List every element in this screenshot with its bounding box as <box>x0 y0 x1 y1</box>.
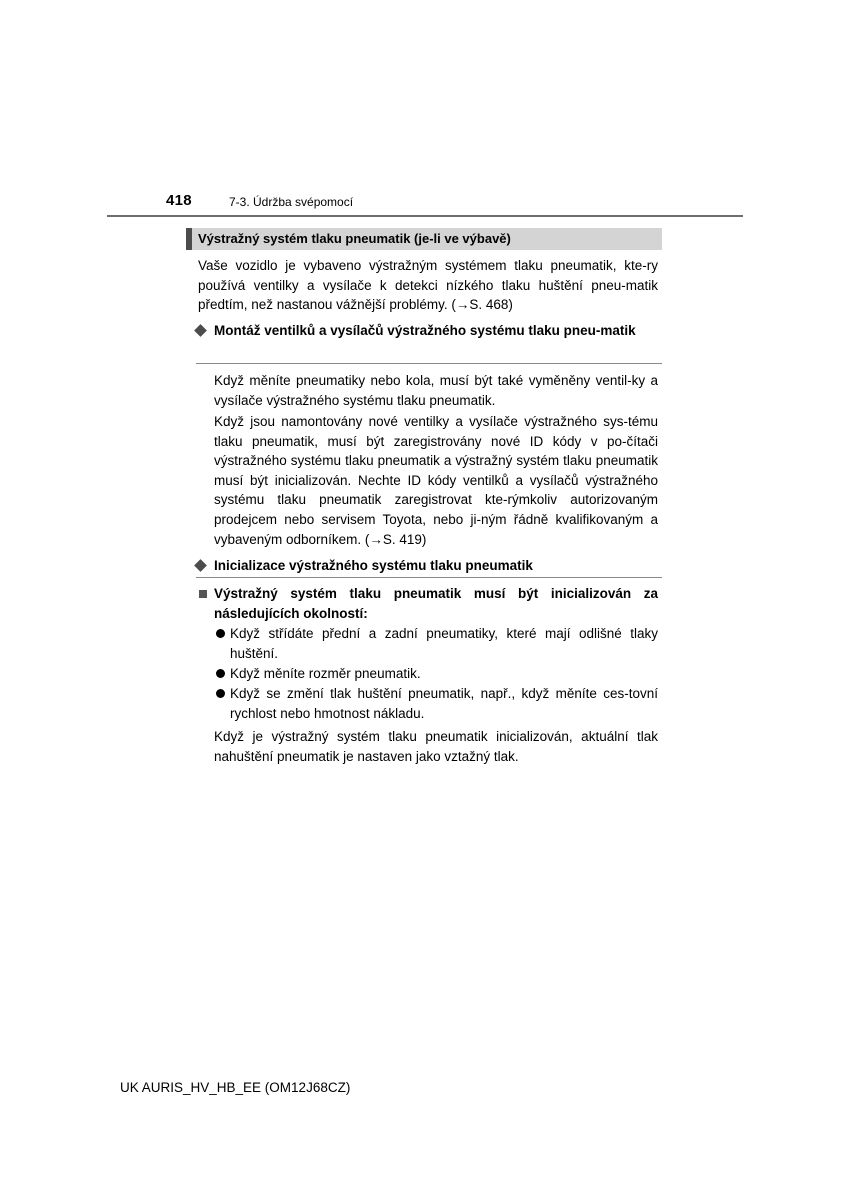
square-bullet-icon <box>199 590 207 598</box>
bullet-dot-icon <box>216 689 225 698</box>
page-number: 418 <box>166 192 192 209</box>
header-divider <box>107 215 743 217</box>
topic-title: Výstražný systém tlaku pneumatik (je-li ve výbavě) <box>198 231 511 246</box>
section-heading-mounting: Montáž ventilků a vysílačů výstražného systému tlaku pneu-matik <box>214 323 636 338</box>
section-divider <box>196 363 662 364</box>
diamond-bullet-icon <box>194 324 207 337</box>
diamond-bullet-icon <box>194 559 207 572</box>
bullet-dot-icon <box>216 669 225 678</box>
block-heading: Výstražný systém tlaku pneumatik musí být inicializován za následujících okolností: <box>214 586 658 621</box>
section-title: 7-3. Údržba svépomocí <box>229 195 354 209</box>
paragraph-mounting-2: Když jsou namontovány nové ventilky a vysílače výstražného sys-tému tlaku pneumatik, musí být zaregistrovány nové ID kódy v po-čítači výstražného systému tlaku pneumatik a výstražný systém tlaku pneumatik musí být inicializován. Nechte ID kódy ventilků a vysílačů výstražného systému tlaku pneumatik zaregistrovat kte-rýmkoliv autorizovaným prodejcem nebo servisem Toyota, nebo ji-ným řádně kvalifikovaným a vybaveným odborníkem. (→S. 419) <box>214 414 658 547</box>
list-item: Když měníte rozměr pneumatik. <box>230 666 421 681</box>
bullet-dot-icon <box>216 629 225 638</box>
intro-paragraph: Vaše vozidlo je vybaveno výstražným systémem tlaku pneumatik, kte-ry používá ventilky a vysílače k detekci nízkého tlaku huštění pneu-matik předtím, než nastanou vážnější problémy. (→S. 468) <box>198 258 658 313</box>
section-divider <box>196 577 662 578</box>
paragraph-mounting-1: Když měníte pneumatiky nebo kola, musí být také vyměněny ventil-ky a vysílače výstražného systému tlaku pneumatik. <box>214 373 658 408</box>
closing-paragraph: Když je výstražný systém tlaku pneumatik inicializován, aktuální tlak nahuštění pneumatik je nastaven jako vztažný tlak. <box>214 729 658 764</box>
list-item: Když se změní tlak huštění pneumatik, např., když měníte ces-tovní rychlost nebo hmotnost nákladu. <box>230 686 658 721</box>
section-heading-initialization: Inicializace výstražného systému tlaku pneumatik <box>214 558 533 573</box>
list-item: Když střídáte přední a zadní pneumatiky, které mají odlišné tlaky huštění. <box>230 626 658 661</box>
footer-code: UK AURIS_HV_HB_EE (OM12J68CZ) <box>120 1080 351 1095</box>
